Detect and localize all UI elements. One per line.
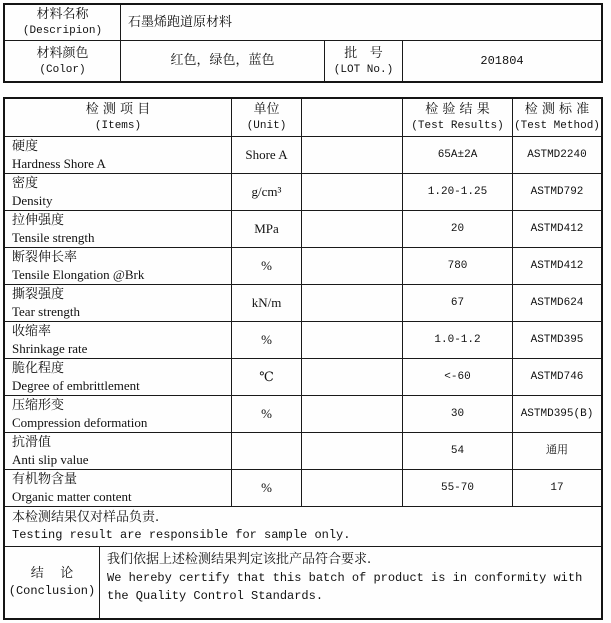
item-name-en: Degree of embrittlement	[12, 378, 140, 393]
item-cell	[5, 248, 232, 284]
blank-cell	[302, 137, 403, 173]
material-name-label-cell	[5, 5, 121, 40]
unit-cell	[232, 285, 302, 321]
unit-cell	[232, 359, 302, 395]
note-text-en: Testing result are responsible for sample only.	[12, 528, 351, 542]
table-header-row	[5, 99, 601, 137]
lot-value-cell	[403, 41, 601, 81]
method-value: ASTMD395	[530, 333, 584, 346]
item-name-cn: 拉伸强度	[12, 213, 65, 228]
item-cell	[5, 396, 232, 432]
method-cell	[513, 248, 601, 284]
method-cell	[513, 211, 601, 247]
result-value: 30	[450, 407, 465, 420]
note-row	[5, 507, 601, 547]
blank-cell	[302, 322, 403, 358]
note-cell	[5, 507, 601, 546]
blank-cell	[302, 433, 403, 469]
unit-cell	[232, 174, 302, 210]
unit-value: %	[261, 258, 272, 273]
method-value: ASTMD412	[530, 222, 584, 235]
table-row-anti-slip	[5, 433, 601, 470]
item-name-en: Compression deformation	[12, 415, 148, 430]
conclusion-row	[5, 547, 601, 618]
table-row-embrittlement	[5, 359, 601, 396]
item-cell	[5, 433, 232, 469]
result-value: 1.20-1.25	[427, 185, 488, 198]
method-value: ASTMD746	[530, 370, 584, 383]
result-value: 67	[450, 296, 465, 309]
result-value: 1.0-1.2	[434, 333, 481, 346]
item-cell	[5, 322, 232, 358]
method-cell	[513, 322, 601, 358]
material-name-label-en: (Descripion)	[22, 25, 103, 37]
item-name-en: Anti slip value	[12, 452, 89, 467]
item-name-en: Organic matter content	[12, 489, 132, 504]
method-value: 通用	[546, 444, 568, 457]
header-unit-cell	[232, 99, 302, 136]
lot-label-en: (LOT No.)	[333, 63, 394, 76]
unit-cell	[232, 396, 302, 432]
item-name-cn: 抗滑值	[12, 435, 52, 450]
result-cell	[403, 285, 513, 321]
result-cell	[403, 359, 513, 395]
result-value: 780	[447, 259, 468, 272]
unit-value: MPa	[254, 221, 279, 236]
item-name-cn: 断裂伸长率	[12, 250, 78, 265]
material-name-value: 石墨烯跑道原材料	[128, 14, 233, 30]
conclusion-label-en: (Conclusion)	[8, 584, 96, 598]
result-cell	[403, 396, 513, 432]
item-name-cn: 密度	[12, 176, 39, 191]
item-cell	[5, 211, 232, 247]
item-name-cn: 收缩率	[12, 324, 52, 339]
method-cell	[513, 396, 601, 432]
material-color-label-cell	[5, 41, 121, 81]
item-name-en: Hardness Shore A	[12, 156, 106, 171]
method-value: 17	[550, 481, 564, 494]
item-name-cn: 压缩形变	[12, 398, 65, 413]
lot-label-cell	[325, 41, 403, 81]
table-row-compression	[5, 396, 601, 433]
method-value: ASTMD412	[530, 259, 584, 272]
material-name-value-cell	[121, 5, 601, 40]
conclusion-text-cell	[100, 547, 601, 618]
header-blank-cell	[302, 99, 403, 136]
conclusion-label-cn: 结 论	[30, 566, 74, 581]
material-name-row	[5, 5, 601, 41]
method-cell	[513, 137, 601, 173]
blank-cell	[302, 359, 403, 395]
result-cell	[403, 433, 513, 469]
result-value: 20	[450, 222, 465, 235]
item-cell	[5, 359, 232, 395]
header-items-cell	[5, 99, 232, 136]
material-color-value-cell	[121, 41, 325, 81]
table-row-density	[5, 174, 601, 211]
blank-cell	[302, 285, 403, 321]
header-unit-en: (Unit)	[246, 120, 287, 132]
blank-cell	[302, 470, 403, 506]
conclusion-text-cn: 我们依据上述检测结果判定该批产品符合要求.	[107, 552, 372, 567]
unit-value: %	[261, 480, 272, 495]
unit-cell	[232, 211, 302, 247]
result-cell	[403, 174, 513, 210]
note-text-cn: 本检测结果仅对样品负责.	[12, 510, 160, 525]
method-value: ASTMD792	[530, 185, 584, 198]
header-method-en: (Test Method)	[514, 120, 600, 132]
method-value: ASTMD624	[530, 296, 584, 309]
method-cell	[513, 359, 601, 395]
material-info-table	[3, 3, 603, 83]
material-name-label-cn: 材料名称	[36, 7, 89, 22]
item-name-en: Tear strength	[12, 304, 81, 319]
result-cell	[403, 248, 513, 284]
unit-cell	[232, 137, 302, 173]
item-name-en: Tensile Elongation @Brk	[12, 267, 145, 282]
unit-value: g/cm³	[251, 184, 282, 199]
result-value: 54	[450, 444, 465, 457]
unit-value: ℃	[259, 369, 274, 384]
unit-cell	[232, 433, 302, 469]
blank-cell	[302, 211, 403, 247]
table-row-tensile-strength	[5, 211, 601, 248]
material-color-label-en: (Color)	[39, 63, 86, 76]
method-value: ASTMD395(B)	[520, 407, 594, 420]
header-result-en: (Test Results)	[411, 120, 504, 132]
unit-value: kN/m	[251, 295, 282, 310]
test-results-table	[3, 97, 603, 620]
item-cell	[5, 285, 232, 321]
header-method-cn: 检 测 标 准	[524, 102, 590, 117]
unit-cell	[232, 248, 302, 284]
result-value: 65A±2A	[437, 148, 478, 161]
unit-value: Shore A	[245, 147, 288, 162]
table-row-organic-content	[5, 470, 601, 507]
lot-number-value: 201804	[480, 53, 524, 68]
lot-label-cn: 批 号	[344, 45, 383, 61]
unit-value: %	[261, 332, 272, 347]
blank-cell	[302, 248, 403, 284]
material-color-value: 红色，绿色，蓝色	[170, 53, 275, 68]
result-cell	[403, 137, 513, 173]
material-color-row	[5, 41, 601, 81]
method-value: ASTMD2240	[527, 148, 587, 161]
method-cell	[513, 285, 601, 321]
header-unit-cn: 单位	[253, 102, 280, 117]
result-value: 55-70	[440, 481, 474, 494]
header-result-cn: 检 验 结 果	[425, 102, 490, 117]
table-row-hardness	[5, 137, 601, 174]
result-value: <-60	[444, 370, 471, 383]
item-cell	[5, 137, 232, 173]
item-cell	[5, 174, 232, 210]
conclusion-label-cell	[5, 547, 100, 618]
blank-cell	[302, 396, 403, 432]
conclusion-text-en: We hereby certify that this batch of product is in conformity with the Quality Control Standards.	[107, 571, 583, 603]
method-cell	[513, 174, 601, 210]
result-cell	[403, 211, 513, 247]
header-items-en: (Items)	[94, 120, 142, 132]
item-name-en: Shrinkage rate	[12, 341, 88, 356]
blank-cell	[302, 174, 403, 210]
unit-cell	[232, 322, 302, 358]
item-name-en: Density	[12, 193, 53, 208]
unit-value: %	[261, 406, 272, 421]
method-cell	[513, 433, 601, 469]
item-name-cn: 硬度	[12, 139, 39, 154]
unit-cell	[232, 470, 302, 506]
table-row-tear-strength	[5, 285, 601, 322]
material-color-label-cn: 材料颜色	[36, 45, 89, 61]
item-name-cn: 撕裂强度	[12, 287, 65, 302]
header-result-cell	[403, 99, 513, 136]
header-items-cn: 检 测 项 目	[85, 102, 151, 117]
item-cell	[5, 470, 232, 506]
table-row-shrinkage	[5, 322, 601, 359]
item-name-en: Tensile strength	[12, 230, 95, 245]
method-cell	[513, 470, 601, 506]
header-method-cell	[513, 99, 601, 136]
item-name-cn: 有机物含量	[12, 472, 78, 487]
item-name-cn: 脆化程度	[12, 361, 65, 376]
table-row-elongation	[5, 248, 601, 285]
result-cell	[403, 322, 513, 358]
result-cell	[403, 470, 513, 506]
